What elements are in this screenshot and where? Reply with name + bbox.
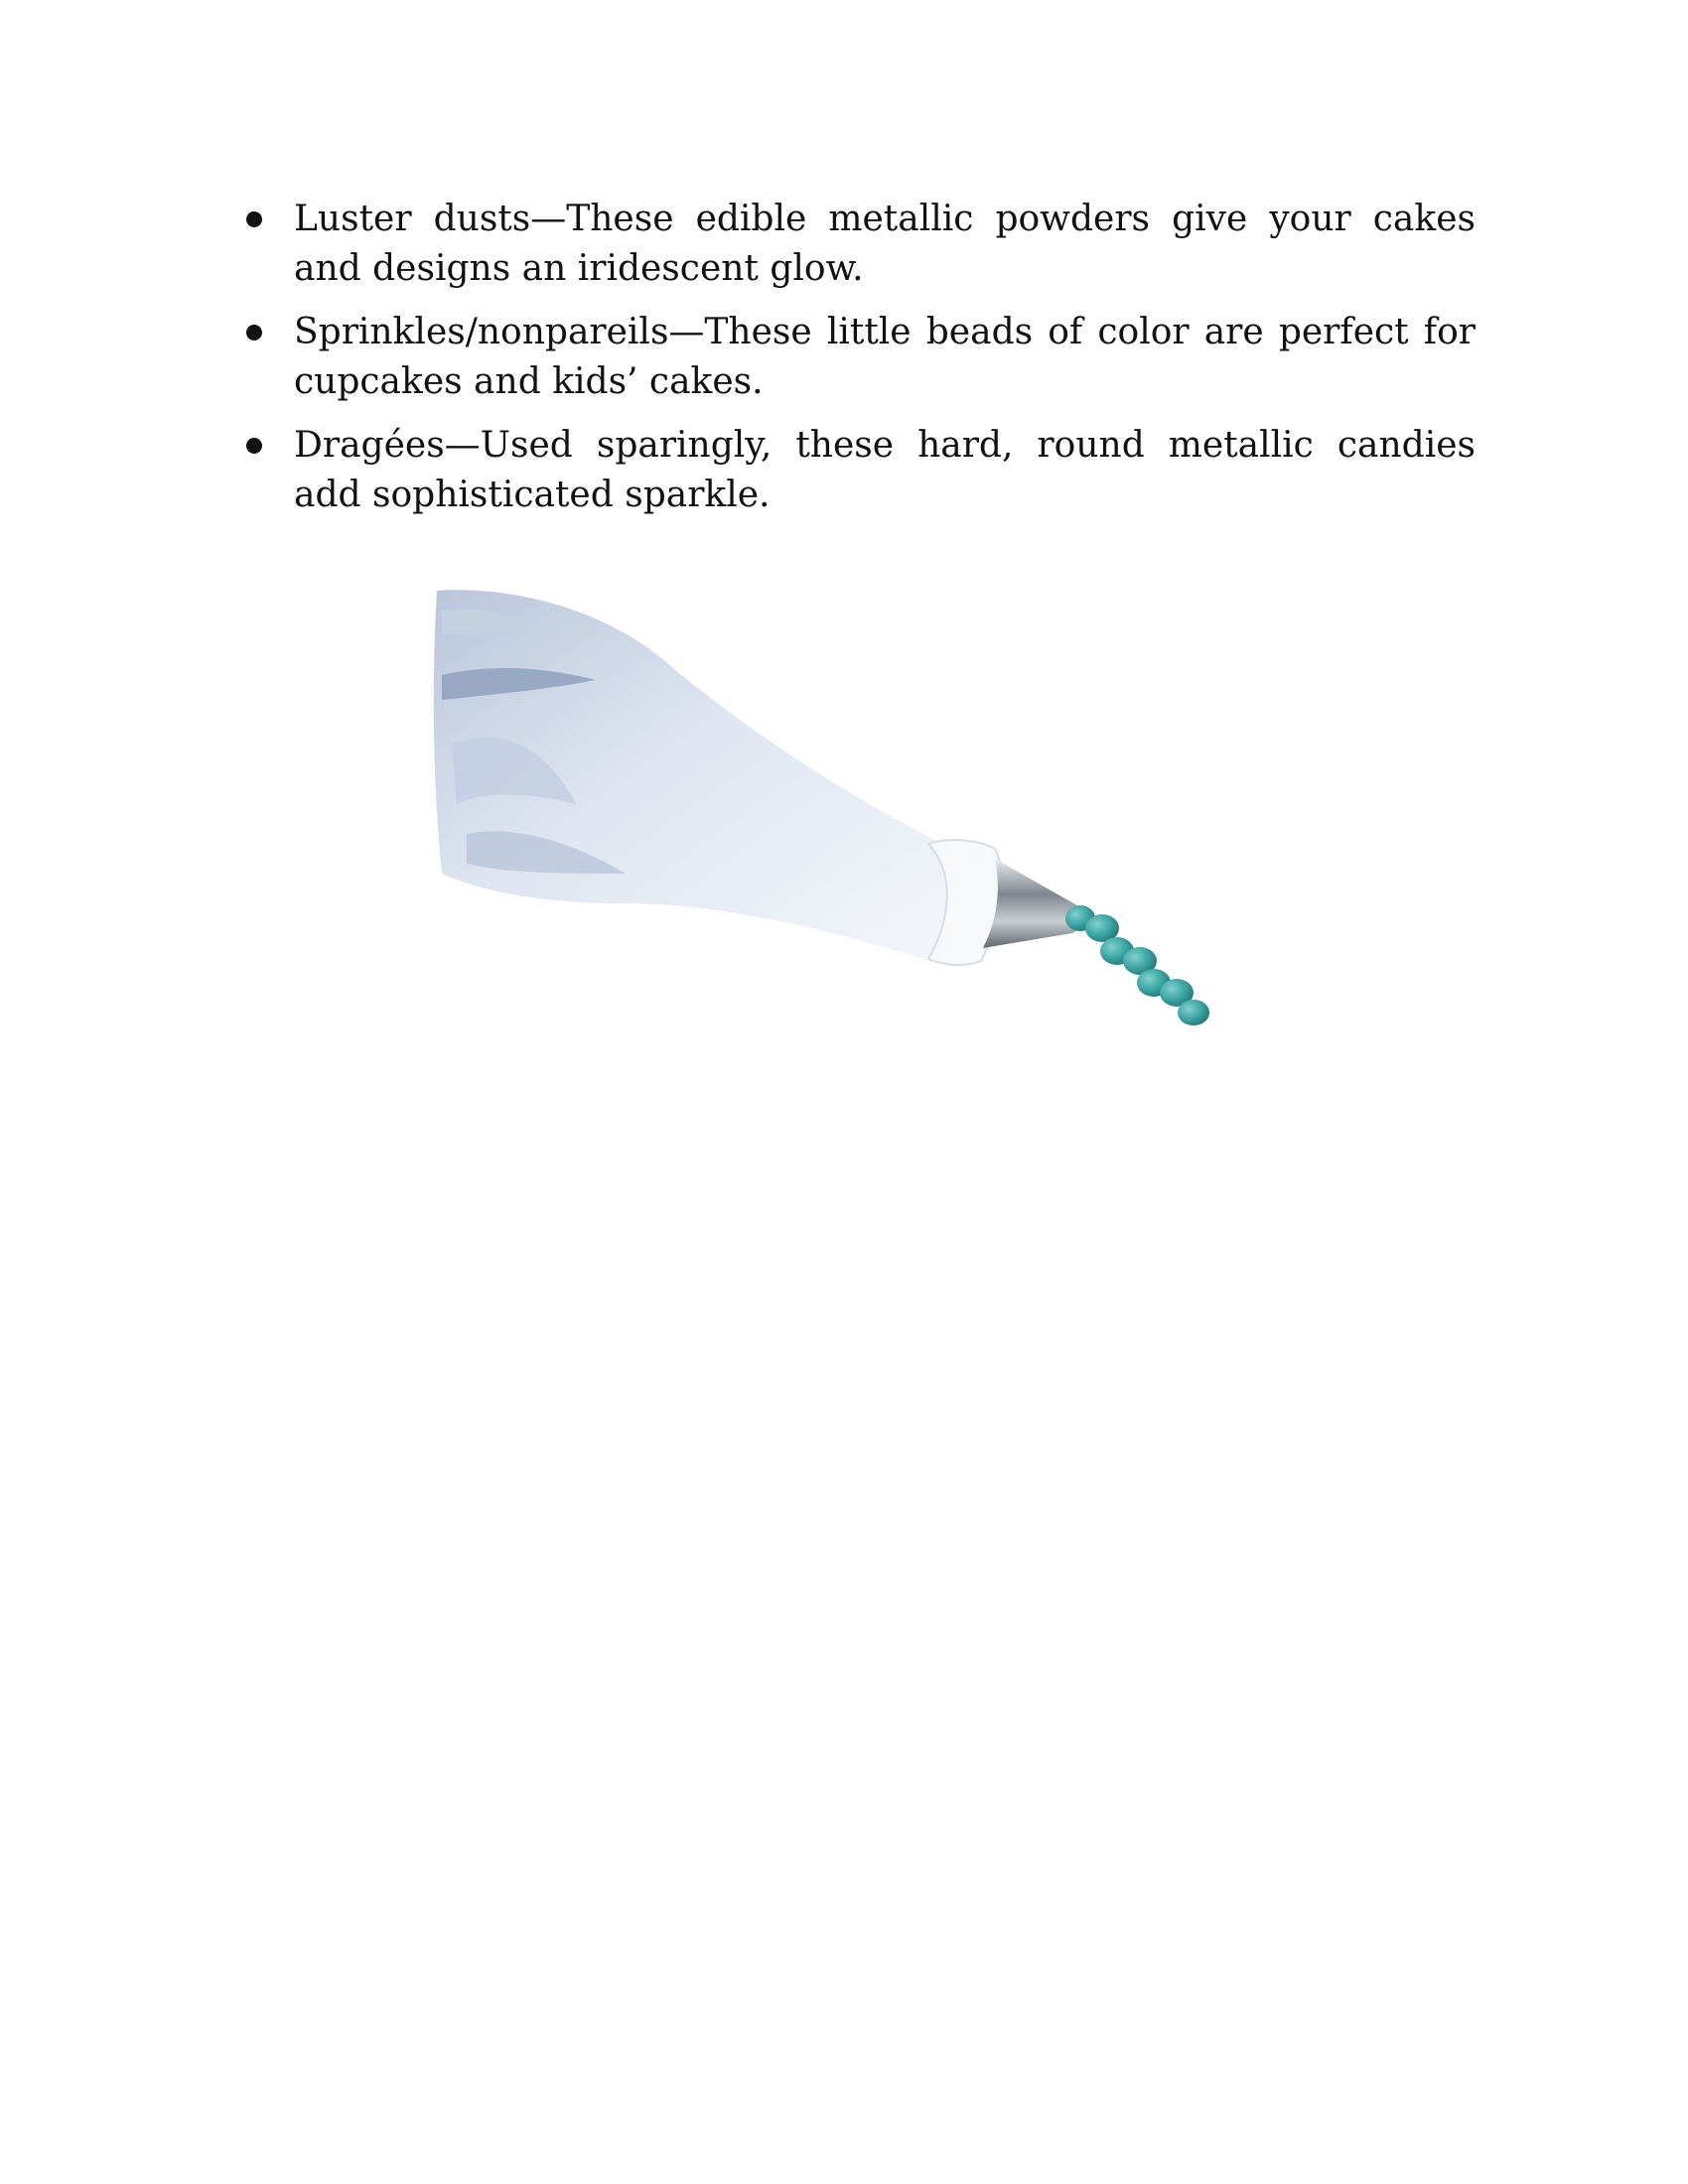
icing-bead (1178, 1000, 1209, 1025)
bullet-dot (246, 211, 262, 227)
bullet-item-dragees (238, 421, 1476, 520)
piping-bag-illustration (427, 576, 1261, 1132)
bullet-dot (246, 325, 262, 341)
bullet-text: Luster dusts—These edible metallic powders give your cakes and designs an iridescent glow. (294, 199, 1476, 289)
bullet-dot (246, 438, 262, 454)
bullet-list (238, 195, 1476, 534)
bullet-text: Dragées—Used sparingly, these hard, round metallic candies add sophisticated sparkle. (294, 425, 1476, 515)
bullet-item-luster-dusts (238, 195, 1476, 294)
piping-tip (983, 859, 1084, 948)
piping-bag-icon (427, 576, 1261, 1132)
bullet-text: Sprinkles/nonpareils—These little beads of color are perfect for cupcakes and kids’ cakes. (294, 312, 1476, 402)
bullet-item-sprinkles (238, 308, 1476, 407)
